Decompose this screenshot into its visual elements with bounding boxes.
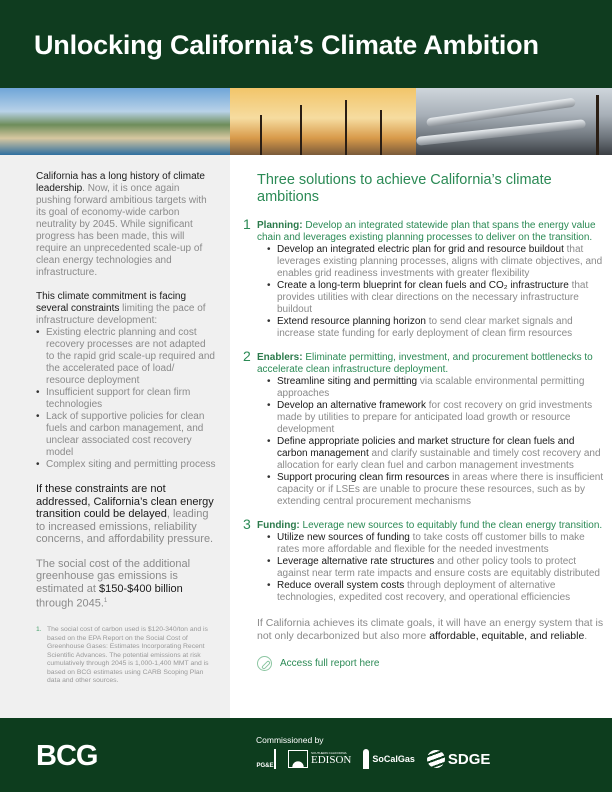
list-item: • Lack of supportive policies for clean fuels and carbon management, and unclear associated cost recovery model xyxy=(36,411,216,459)
list-item: • Create a long-term blueprint for clean fuels and CO₂ infrastructure that provides utilities with clear directions on the necessary infrastructure buildout xyxy=(267,280,605,316)
commissioned-by-label: Commissioned by xyxy=(256,735,324,745)
risk-paragraph: If these constraints are not addressed, California’s clean energy transition could be delayed, leading to increased emissions, reliability concerns, and affordability pressure. xyxy=(36,483,214,545)
list-item: • Complex siting and permitting process xyxy=(36,459,216,471)
edison-logo: SOUTHERN CALIFORNIA EDISON xyxy=(288,750,351,768)
socalgas-logo: SoCalGas xyxy=(363,749,415,769)
solution-planning: 1 Planning: Develop an integrated statewide plan that spans the energy value chain and leverages existing planning processes to deliver on the transition. • Develop an integrated electric plan for grid and resource buildout that leverages existing planning processes, aligns with climate objectives, and enables grid readiness investments with greater flexibility • Create a long-term blueprint for clean fuels and CO₂ infrastructure that provides utilities with clear directions on the necessary infrastructure buildout • Extend resource planning horizon to send clear market signals and increase state funding for early deployment of clean firm resources xyxy=(257,220,605,340)
access-report-label[interactable]: Access full report here xyxy=(280,657,380,669)
list-item: • Support procuring clean firm resources in areas where there is insufficient capacity or if LSEs are unable to procure these resources, such as by extending central procurement mechanisms xyxy=(267,472,605,508)
coastline-photo xyxy=(0,88,230,155)
intro-paragraph: California has a long history of climate leadership. Now, it is once again pushing forward ambitious targets with its goal of economy-wide carbon neutrality by 2045. While significant progress has been made, this will require an unprecedented scale-up of clean energy technologies and infrastructure. xyxy=(36,171,207,278)
footer xyxy=(0,718,612,792)
pge-logo: PG&E xyxy=(256,749,276,769)
solutions-section xyxy=(243,172,605,671)
list-item: • Reduce overall system costs through deployment of alternative technologies, expedited cost recovery, and operational efficiencies xyxy=(267,580,605,604)
access-report-link[interactable] xyxy=(257,656,605,671)
list-item: • Streamline siting and permitting via scalable environmental permitting approaches xyxy=(267,376,605,400)
power-lines-photo xyxy=(230,88,416,155)
sdge-logo: SDGE xyxy=(427,750,491,768)
constraints-section: This climate commitment is facing several constraints limiting the pace of infrastructure development: • Existing electric planning and cost recovery processes are not adapted to the rapid grid scale-up required and the accelerated pace of load/ resource deployment • Insufficient support for clean firm technologies • Lack of supportive policies for clean fuels and carbon management, and unclear associated cost recovery model • Complex siting and permitting process xyxy=(36,291,216,471)
list-item: • Existing electric planning and cost recovery processes are not adapted to the rapid grid scale-up required and the accelerated pace of load/ resource deployment xyxy=(36,327,216,387)
list-item: • Leverage alternative rate structures and other policy tools to protect against near term rate impacts and ensure costs are equitably distributed xyxy=(267,556,605,580)
pipeline-photo xyxy=(416,88,612,155)
list-item: • Develop an alternative framework for cost recovery on grid investments made by utilities to prepare for anticipated load growth or resource development xyxy=(267,400,605,436)
list-item: • Define appropriate policies and market structure for clean fuels and carbon management and clarify sustainable and timely cost recovery and allocation for early clean fuel and carbon management investments xyxy=(267,436,605,472)
closing-paragraph: If California achieves its climate goals, it will have an energy system that is not only decarbonized but also more affordable, equitable, and reliable. xyxy=(257,617,604,642)
header xyxy=(0,0,612,88)
footnote: 1. The social cost of carbon used is $120-340/ton and is based on the EPA Report on the Social Cost of Greenhouse Gases: Estimates Incorporating Recent Scientific Advances. The potential emissions at risk cumulatively through 2045 is 1,000-1,400 MMT and is based on BCG estimates using CARB Scoping Plan data and other sources. xyxy=(36,626,209,685)
left-column xyxy=(36,171,216,686)
page-title: Unlocking California’s Climate Ambition xyxy=(34,30,539,60)
solution-enablers: 2 Enablers: Eliminate permitting, investment, and procurement bottlenecks to accelerate clean infrastructure deployment. • Streamline siting and permitting via scalable environmental permitting approaches • Develop an alternative framework for cost recovery on grid investments made by utilities to prepare for anticipated load growth or resource development • Define appropriate policies and market structure for clean fuels and carbon management and clarify sustainable and timely cost recovery and allocation for early clean fuel and carbon management investments • Support procuring clean firm resources in areas where there is insufficient capacity or if LSEs are unable to procure these resources, such as by extending central procurement mechanisms xyxy=(257,352,605,508)
social-cost-paragraph: The social cost of the additional greenhouse gas emissions is estimated at $150-$400 billion through 2045.$^1$ xyxy=(36,557,191,610)
link-icon xyxy=(257,656,272,671)
list-item: • Utilize new sources of funding to take costs off customer bills to make rates more affordable and flexible for the needed investments xyxy=(267,532,605,556)
list-item: • Develop an integrated electric plan for grid and resource buildout that leverages existing planning processes, aligns with climate objectives, and enables grid readiness investments with greater flexibility xyxy=(267,244,605,280)
list-item: • Extend resource planning horizon to send clear market signals and increase state funding for early deployment of clean firm resources xyxy=(267,316,605,340)
bcg-logo: BCG xyxy=(36,740,98,772)
solution-funding: 3 Funding: Leverage new sources to equitably fund the clean energy transition. • Utilize new sources of funding to take costs off customer bills to make rates more affordable and flexible for the needed investments • Leverage alternative rate structures and other policy tools to protect against near term rate impacts and ensure costs are equitably distributed • Reduce overall system costs through deployment of alternative technologies, expedited cost recovery, and operational efficiencies xyxy=(257,520,605,604)
list-item: • Insufficient support for clean firm technologies xyxy=(36,387,216,411)
solutions-title: Three solutions to achieve California’s climate ambitions xyxy=(257,172,552,205)
photo-strip xyxy=(0,88,612,155)
sponsor-logos xyxy=(256,749,490,769)
